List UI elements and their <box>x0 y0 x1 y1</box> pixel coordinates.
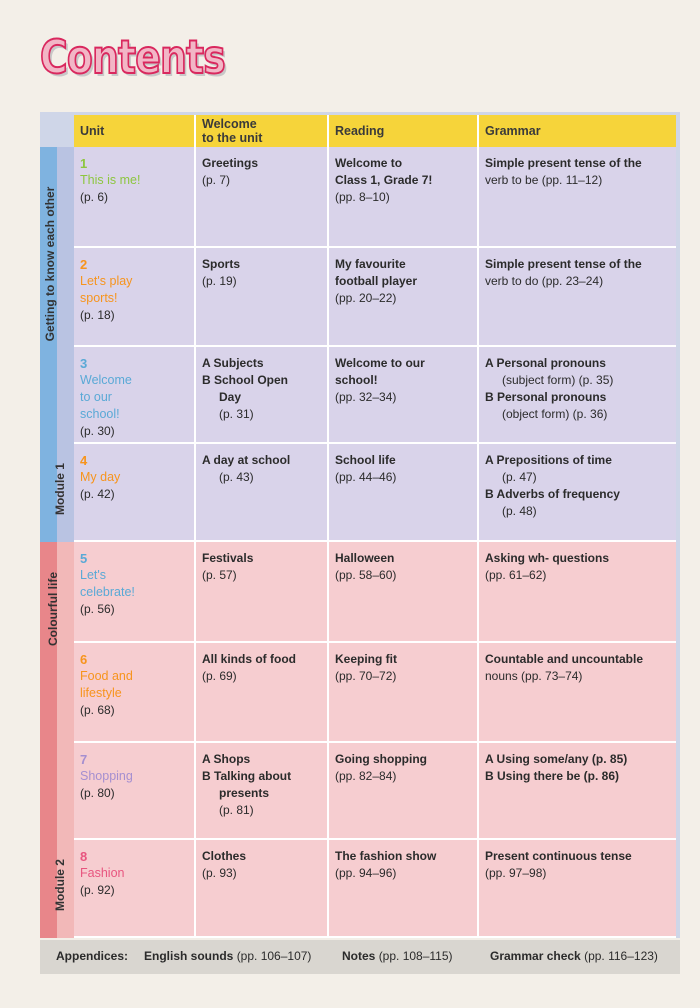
unit-cell <box>74 643 194 741</box>
grammar-line: B Adverbs of frequency <box>485 487 620 501</box>
unit-cell <box>74 147 194 246</box>
welcome-line: (p. 81) <box>219 803 254 817</box>
welcome-cell <box>194 147 327 246</box>
unit-title[interactable]: Shopping <box>80 769 133 783</box>
table-header <box>74 115 676 147</box>
welcome-line: A Shops <box>202 752 251 766</box>
english-sounds-link[interactable] <box>144 949 311 963</box>
unit-row <box>74 147 676 248</box>
reading-line: Class 1, Grade 7! <box>335 173 433 187</box>
reading-line: The fashion show <box>335 849 437 863</box>
header-welcome-line1: Welcome <box>202 117 257 131</box>
grammar-cell <box>477 643 676 741</box>
reading-cell <box>327 147 477 246</box>
grammar-line: Countable and uncountable <box>485 652 643 666</box>
unit-number: 7 <box>80 752 88 767</box>
unit-cell <box>74 840 194 936</box>
module-2-bar <box>40 542 74 938</box>
reading-line: School life <box>335 453 396 467</box>
unit-title[interactable]: lifestyle <box>80 686 122 700</box>
unit-cell <box>74 542 194 641</box>
header-reading: Reading <box>327 115 477 147</box>
reading-cell <box>327 743 477 838</box>
reading-line: football player <box>335 274 418 288</box>
grammar-line: B Personal pronouns <box>485 390 607 404</box>
welcome-cell <box>194 840 327 936</box>
unit-title[interactable]: Welcome <box>80 373 132 387</box>
grammar-cell <box>477 147 676 246</box>
unit-cell <box>74 743 194 838</box>
appendices-bar <box>40 940 680 974</box>
reading-line: Halloween <box>335 551 395 565</box>
grammar-line: Asking wh- questions <box>485 551 610 565</box>
unit-cell <box>74 444 194 540</box>
unit-title[interactable]: My day <box>80 470 121 484</box>
unit-title[interactable]: to our <box>80 390 112 404</box>
welcome-line: All kinds of food <box>202 652 296 666</box>
welcome-line: Day <box>219 390 242 404</box>
welcome-line: (p. 19) <box>202 274 237 288</box>
reading-cell <box>327 444 477 540</box>
welcome-line: Clothes <box>202 849 247 863</box>
unit-row <box>74 444 676 542</box>
reading-cell <box>327 542 477 641</box>
grammar-line: (pp. 97–98) <box>485 866 547 880</box>
unit-page: (p. 68) <box>80 703 115 717</box>
reading-line: (pp. 70–72) <box>335 669 397 683</box>
grammar-line: (pp. 61–62) <box>485 568 547 582</box>
welcome-line: B Talking about <box>202 769 292 783</box>
unit-page: (p. 92) <box>80 883 115 897</box>
welcome-line: (p. 69) <box>202 669 237 683</box>
unit-row <box>74 743 676 840</box>
unit-title[interactable]: This is me! <box>80 173 141 187</box>
reading-line: Going shopping <box>335 752 427 766</box>
module-2-label: Module 2 <box>53 859 67 912</box>
theme-2-label: Colourful life <box>46 572 60 646</box>
header-grammar: Grammar <box>477 115 676 147</box>
unit-page: (p. 18) <box>80 308 115 322</box>
grammar-line: (object form) (p. 36) <box>502 407 608 421</box>
welcome-cell <box>194 444 327 540</box>
welcome-line: (p. 57) <box>202 568 237 582</box>
reading-line: (pp. 32–34) <box>335 390 397 404</box>
unit-number: 8 <box>80 849 88 864</box>
module-1-bar <box>40 147 74 542</box>
welcome-line: Sports <box>202 257 241 271</box>
unit-title[interactable]: Let's play <box>80 274 133 288</box>
unit-page: (p. 6) <box>80 190 109 204</box>
grammar-line: (p. 48) <box>502 504 537 518</box>
unit-title[interactable]: Food and <box>80 669 133 683</box>
reading-line: (pp. 44–46) <box>335 470 397 484</box>
reading-cell <box>327 840 477 936</box>
grammar-cell <box>477 743 676 838</box>
unit-row <box>74 840 676 938</box>
unit-row <box>74 643 676 743</box>
grammar-line: A Prepositions of time <box>485 453 612 467</box>
grammar-line: (p. 47) <box>502 470 537 484</box>
unit-title[interactable]: celebrate! <box>80 585 135 599</box>
grammar-line: Simple present tense of the <box>485 156 642 170</box>
header-welcome-line2: to the unit <box>202 131 263 145</box>
welcome-line: Festivals <box>202 551 254 565</box>
appendices-label: Appendices: <box>56 949 129 963</box>
welcome-cell <box>194 743 327 838</box>
welcome-cell <box>194 542 327 641</box>
grammar-cell <box>477 347 676 442</box>
grammar-check-label: Grammar check <box>490 949 581 963</box>
unit-number: 1 <box>80 156 88 171</box>
unit-number: 5 <box>80 551 88 566</box>
reading-line: Welcome to <box>335 156 403 170</box>
unit-number: 3 <box>80 356 88 371</box>
reading-cell <box>327 347 477 442</box>
unit-title[interactable]: Fashion <box>80 866 125 880</box>
unit-title[interactable]: school! <box>80 407 120 421</box>
module-1-label: Module 1 <box>53 463 67 516</box>
grammar-check-pages: (pp. 116–123) <box>584 949 658 963</box>
english-sounds-label: English sounds <box>144 949 234 963</box>
grammar-line: B Using there be (p. 86) <box>485 769 620 783</box>
reading-line: (pp. 94–96) <box>335 866 397 880</box>
unit-title[interactable]: sports! <box>80 291 118 305</box>
notes-link[interactable] <box>342 949 453 963</box>
unit-cell <box>74 347 194 442</box>
welcome-cell <box>194 248 327 345</box>
unit-page: (p. 30) <box>80 424 115 438</box>
reading-line: (pp. 82–84) <box>335 769 397 783</box>
reading-cell <box>327 248 477 345</box>
notes-pages: (pp. 108–115) <box>378 949 453 963</box>
unit-title[interactable]: Let's <box>80 568 107 582</box>
grammar-line: (subject form) (p. 35) <box>502 373 614 387</box>
grammar-check-link[interactable] <box>490 949 658 963</box>
grammar-line: Present continuous tense <box>485 849 632 863</box>
unit-number: 2 <box>80 257 88 272</box>
header-welcome <box>194 115 327 147</box>
grammar-line: verb to be (pp. 11–12) <box>485 173 603 187</box>
unit-number: 6 <box>80 652 88 667</box>
english-sounds-pages: (pp. 106–107) <box>236 949 312 963</box>
header-unit: Unit <box>80 124 105 138</box>
welcome-cell <box>194 643 327 741</box>
welcome-line: (p. 31) <box>219 407 254 421</box>
unit-row <box>74 347 676 444</box>
welcome-line: B School Open <box>202 373 289 387</box>
reading-line: My favourite <box>335 257 406 271</box>
grammar-line: verb to do (pp. 23–24) <box>485 274 604 288</box>
reading-line: school! <box>335 373 378 387</box>
unit-cell <box>74 248 194 345</box>
unit-number: 4 <box>80 453 88 468</box>
grammar-cell <box>477 840 676 936</box>
notes-label: Notes <box>342 949 376 963</box>
welcome-line: (p. 7) <box>202 173 231 187</box>
unit-row <box>74 248 676 347</box>
page-title: Contents <box>40 30 225 84</box>
welcome-line: A day at school <box>202 453 291 467</box>
reading-line: Keeping fit <box>335 652 397 666</box>
welcome-cell <box>194 347 327 442</box>
unit-page: (p. 42) <box>80 487 115 501</box>
welcome-line: (p. 93) <box>202 866 237 880</box>
theme-1-label: Getting to know each other <box>43 186 57 342</box>
welcome-line: presents <box>219 786 270 800</box>
reading-line: Welcome to our <box>335 356 425 370</box>
grammar-cell <box>477 542 676 641</box>
grammar-line: A Using some/any (p. 85) <box>485 752 628 766</box>
reading-line: (pp. 20–22) <box>335 291 397 305</box>
reading-cell <box>327 643 477 741</box>
grammar-cell <box>477 248 676 345</box>
reading-line: (pp. 58–60) <box>335 568 397 582</box>
unit-row <box>74 542 676 643</box>
welcome-line: (p. 43) <box>219 470 254 484</box>
welcome-line: Greetings <box>202 156 259 170</box>
grammar-line: nouns (pp. 73–74) <box>485 669 583 683</box>
welcome-line: A Subjects <box>202 356 264 370</box>
grammar-cell <box>477 444 676 540</box>
grammar-line: A Personal pronouns <box>485 356 606 370</box>
reading-line: (pp. 8–10) <box>335 190 390 204</box>
unit-page: (p. 80) <box>80 786 115 800</box>
grammar-line: Simple present tense of the <box>485 257 642 271</box>
unit-page: (p. 56) <box>80 602 115 616</box>
